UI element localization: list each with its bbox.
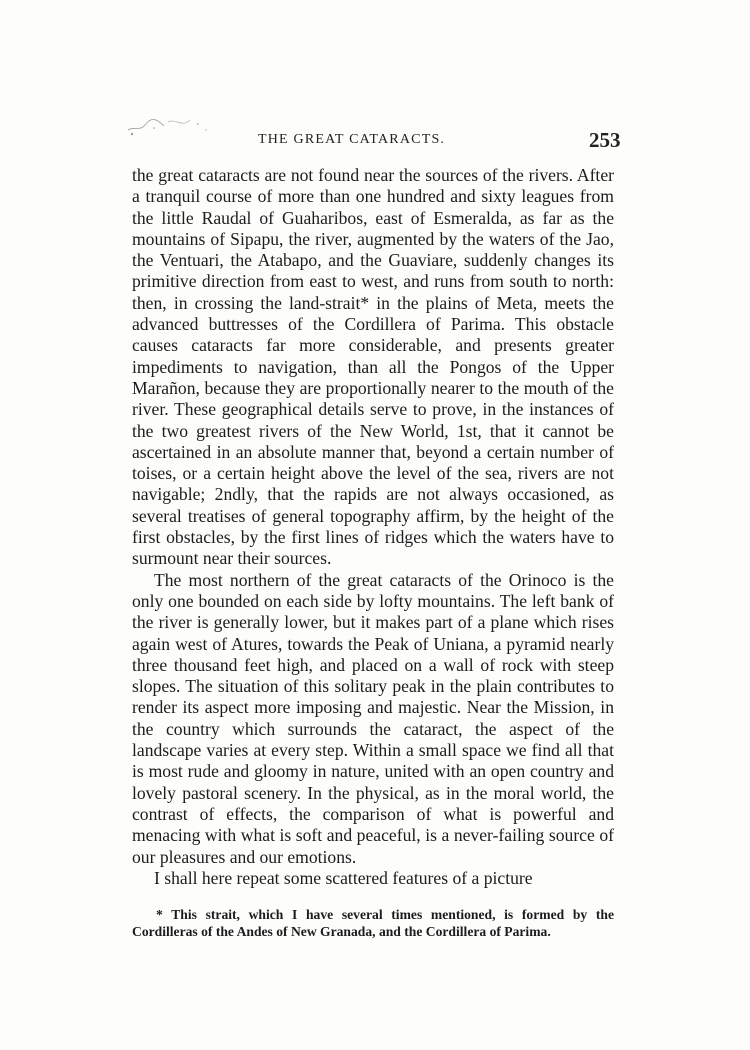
paragraph: the great cataracts are not found near the sources of the rivers. After a tranquil course of more than one hundred and sixty leagues from the little Raudal of Guaharibos, east of Esmeralda, as far as the mountains of Sipapu, the river, augmented by the waters of the Jao, the Ventuari, the Atabapo, and the Guaviare, suddenly changes its primitive direction from east to west, and runs from south to north: then, in crossing the land-strait* in the plains of Meta, meets the advanced buttresses of the Cordillera of Parima. This obstacle causes cataracts far more considerable, and presents greater impediments to navigation, than all the Pongos of the Upper Marañon, because they are proportionally nearer to the mouth of the river. These geographical details serve to prove, in the instances of the two greatest rivers of the New World, 1st, that it cannot be ascertained in an absolute manner that, beyond a certain number of toises, or a certain height above the level of the sea, rivers are not navigable; 2ndly, that the rapids are not always occasioned, as several treatises of general topography affirm, by the height of the first obstacles, by the first lines of ridges which the waters have to surmount near their sources. <box>132 165 614 569</box>
body-text <box>132 165 614 889</box>
footnote <box>132 906 614 940</box>
page-number: 253 <box>589 128 621 152</box>
paragraph: The most northern of the great cataracts of the Orinoco is the only one bounded on each side by lofty mountains. The left bank of the river is generally lower, but it makes part of a plane which rises again west of Atures, towards the Peak of Uniana, a pyramid nearly three thousand feet high, and placed on a wall of rock with steep slopes. The situation of this solitary peak in the plain contributes to render its aspect more imposing and majestic. Near the Mission, in the country which surrounds the cataract, the aspect of the landscape varies at every step. Within a small space we find all that is most rude and gloomy in nature, united with an open country and lovely pastoral scenery. In the physical, as in the moral world, the contrast of effects, the comparison of what is powerful and menacing with what is soft and peaceful, is a never-failing source of our pleasures and our emotions. <box>132 569 614 867</box>
paragraph: I shall here repeat some scattered features of a picture <box>154 867 533 888</box>
running-title: THE GREAT CATARACTS. <box>258 132 446 147</box>
footnote-text: * This strait, which I have several times mentioned, is formed by the Cordilleras of the Andes of New Granada, and the Cordillera of Parima. <box>132 907 614 939</box>
running-head <box>0 128 750 158</box>
